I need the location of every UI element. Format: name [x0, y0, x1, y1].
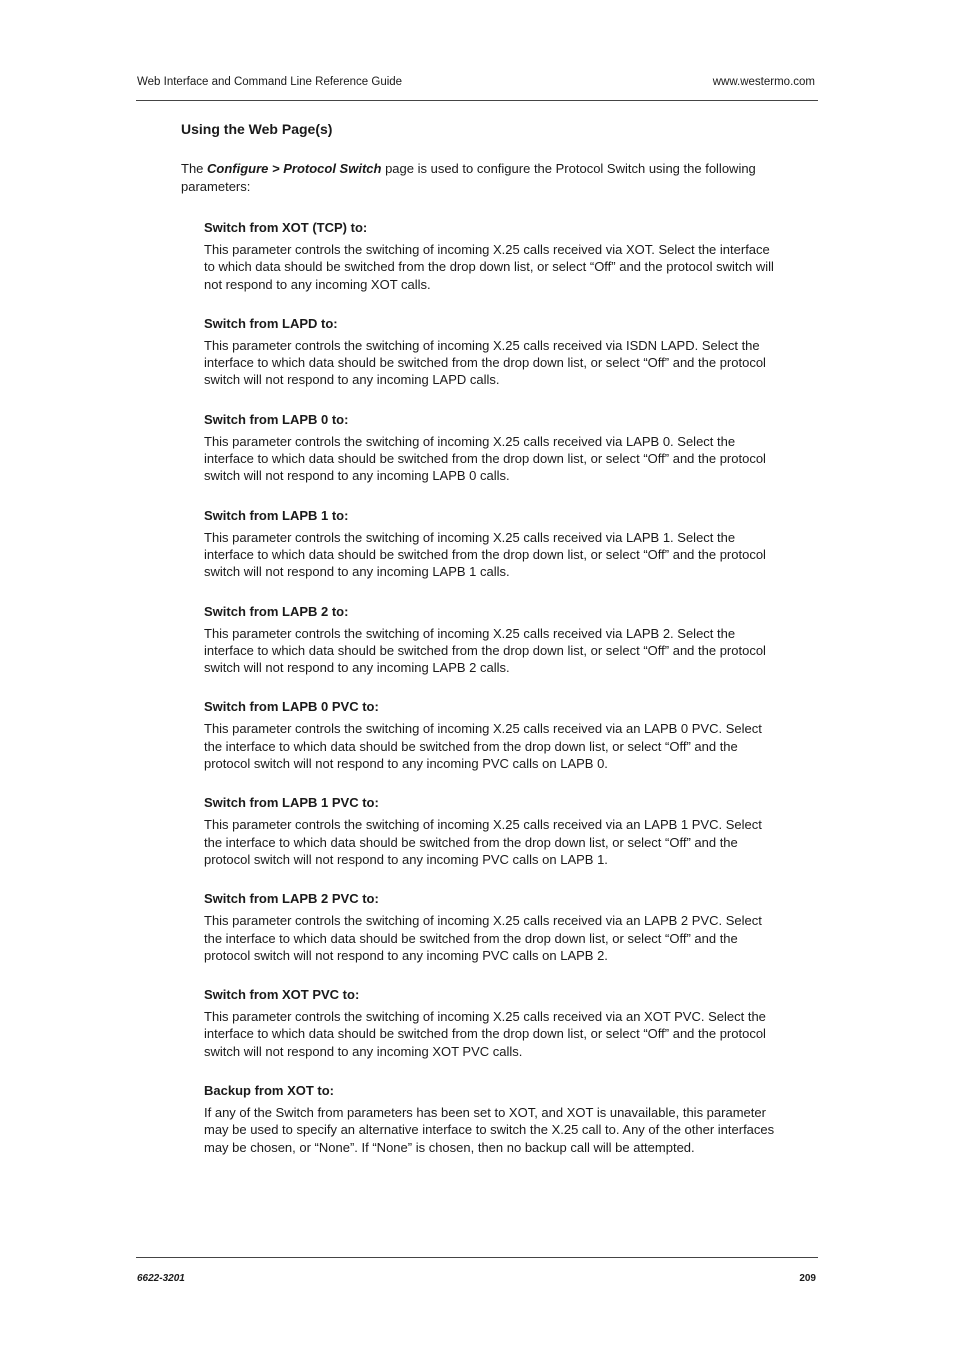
param-description: This parameter controls the switching of incoming X.25 calls received via an XOT PVC. Select the interface to which data should be switched from the drop down list, or select “Off” and the protocol switch will not respond to any incoming XOT PVC calls. — [204, 1009, 766, 1059]
param-backup-xot — [204, 1082, 776, 1156]
param-title: Switch from LAPB 2 to: — [204, 603, 349, 619]
intro-before: The — [181, 161, 208, 176]
param-xot-pvc — [204, 986, 776, 1060]
param-title: Switch from LAPB 1 PVC to: — [204, 795, 379, 811]
param-title: Switch from LAPB 1 to: — [204, 507, 349, 523]
param-title: Switch from LAPB 0 PVC to: — [204, 699, 379, 715]
param-description: This parameter controls the switching of incoming X.25 calls received via LAPB 1. Select the interface to which data should be switched from the drop down list, or select “Off” and the protocol switch will not respond to any incoming LAPB 1 calls. — [204, 529, 766, 580]
param-description: This parameter controls the switching of incoming X.25 calls received via an LAPB 2 PVC. Select the interface to which data should be switched from the drop down list, or select “Off” and the protocol switch will not respond to any incoming PVC calls on LAPB 2. — [204, 913, 762, 963]
param-xot-tcp — [204, 219, 776, 293]
param-description: This parameter controls the switching of incoming X.25 calls received via an LAPB 0 PVC. Select the interface to which data should be switched from the drop down list, or select “Off” and the protocol switch will not respond to any incoming PVC calls on LAPB 0. — [204, 721, 762, 772]
page-number: 209 — [799, 1273, 816, 1284]
intro-paragraph — [181, 160, 771, 195]
param-lapb0 — [204, 411, 776, 485]
param-lapd — [204, 315, 776, 389]
param-title: Switch from LAPB 2 PVC to: — [204, 891, 379, 907]
param-description: This parameter controls the switching of incoming X.25 calls received via an LAPB 1 PVC. Select the interface to which data should be switched from the drop down list, or select “Off” and the protocol switch will not respond to any incoming PVC calls on LAPB 1. — [204, 817, 762, 867]
param-description: This parameter controls the switching of incoming X.25 calls received via XOT. Select the interface to which data should be switched from the drop down list, or select “Off” and the protocol switch will not respond to any incoming XOT calls. — [204, 242, 774, 292]
param-title: Switch from XOT (TCP) to: — [204, 220, 368, 235]
intro-after: page is used to configure the Protocol Switch using the following parameters: — [181, 161, 756, 194]
footer-rule — [136, 1257, 818, 1258]
page-header-url: www.westermo.com — [712, 76, 815, 88]
param-title: Switch from LAPB 0 to: — [204, 411, 349, 427]
document-code: 6622-3201 — [137, 1273, 185, 1284]
parameter-list — [204, 219, 776, 1178]
param-description: If any of the Switch from parameters has been set to XOT, and XOT is unavailable, this parameter may be used to specify an alternative interface to switch the X.25 call to. Any of the other interfaces may be chosen, or “None”. If “None” is chosen, then no backup call will be attempted. — [204, 1105, 775, 1155]
param-title: Switch from XOT PVC to: — [204, 987, 360, 1003]
param-description: This parameter controls the switching of incoming X.25 calls received via ISDN LAPD. Select the interface to which data should be switched from the drop down list, or select “Off” and the protocol switch will not respond to any incoming LAPD calls. — [204, 337, 766, 388]
param-lapb2 — [204, 603, 776, 677]
header-rule — [136, 100, 818, 101]
intro-menu-path: Configure > Protocol Switch — [207, 161, 382, 176]
param-lapb2-pvc — [204, 890, 776, 964]
param-description: This parameter controls the switching of incoming X.25 calls received via LAPB 2. Select the interface to which data should be switched from the drop down list, or select “Off” and the protocol switch will not respond to any incoming LAPB 2 calls. — [204, 625, 766, 676]
param-description: This parameter controls the switching of incoming X.25 calls received via LAPB 0. Select the interface to which data should be switched from the drop down list, or select “Off” and the protocol switch will not respond to any incoming LAPB 0 calls. — [204, 433, 766, 484]
param-lapb1-pvc — [204, 794, 776, 868]
param-title: Backup from XOT to: — [204, 1083, 335, 1099]
param-lapb1 — [204, 507, 776, 581]
param-lapb0-pvc — [204, 698, 776, 772]
param-title: Switch from LAPD to: — [204, 315, 338, 331]
section-heading: Using the Web Page(s) — [181, 121, 333, 137]
page-header-title: Web Interface and Command Line Reference Guide — [137, 76, 403, 88]
